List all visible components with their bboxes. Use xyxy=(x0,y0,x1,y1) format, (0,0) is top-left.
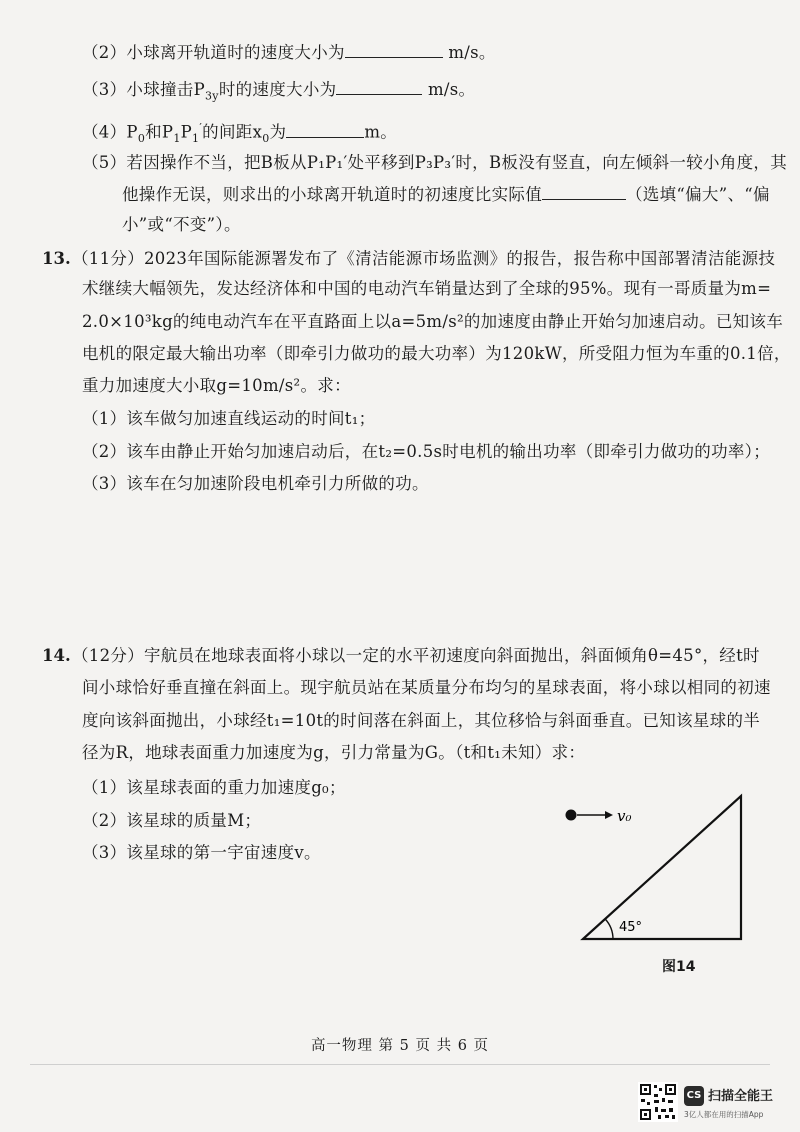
q12-part4-p: （4）P xyxy=(82,122,138,142)
q13-line3: 2.0×10³kg的纯电动汽车在平直路面上以a=5m/s²的加速度由静止开始匀加速启动。已知该车 xyxy=(82,312,784,331)
scanner-watermark xyxy=(638,1082,796,1124)
q12-part3-text: （3）小球撞击P xyxy=(82,80,205,99)
q12-part5-line1: （5）若因操作不当，把B板从P₁P₁′处平移到P₃P₃′时，B板没有竖直，向左倾斜一较小角度，其 xyxy=(82,153,788,172)
q12-part2-text: （2）小球离开轨道时的速度大小为 xyxy=(82,43,345,62)
q12-part5-text: 他操作无误，则求出的小球离开轨道时的初速度比实际值 xyxy=(122,185,542,204)
q14-line3: 度向该斜面抛出，小球经t₁=10t的时间落在斜面上，其位移恰与斜面垂直。已知该星球的半 xyxy=(82,711,761,730)
page-footer: 高一物理 第 5 页 共 6 页 xyxy=(310,1038,490,1054)
q12-part4-sub1: 1 xyxy=(173,131,181,145)
q12-part3-text2: 时的速度大小为 xyxy=(218,80,337,99)
arrow-head-icon xyxy=(605,811,613,819)
q14-line4: 径为R，地球表面重力加速度为g，引力常量为G。（t和t₁未知）求： xyxy=(82,743,586,762)
q13-number: 13. xyxy=(42,249,71,268)
answer-blank xyxy=(336,80,422,95)
q12-part5-line3: 小”或“不变”）。 xyxy=(122,215,241,234)
angle-label: 45° xyxy=(619,920,643,935)
q12-part4-prime: ′ xyxy=(199,121,203,134)
camscanner-tagline: 3亿人都在用的扫描App xyxy=(684,1110,764,1119)
camscanner-logo: CS xyxy=(684,1086,704,1106)
q12-part5-line2 xyxy=(122,184,770,206)
velocity-label: v₀ xyxy=(617,807,632,825)
footer-divider xyxy=(30,1064,770,1065)
q12-part4-sub-x0: 0 xyxy=(262,131,270,145)
q12-part4-wei: 为 xyxy=(269,122,287,142)
q13-line1: （11分）2023年国际能源署发布了《清洁能源市场监测》的报告，报告称中国部署清洁能源技 xyxy=(72,249,776,268)
q12-part4 xyxy=(82,117,397,150)
q14-subq1: （1）该星球表面的重力加速度g₀； xyxy=(82,778,346,797)
q12-part3-unit: m/s。 xyxy=(427,80,476,99)
incline-figure xyxy=(555,790,785,980)
q12-part2-unit: m/s。 xyxy=(448,43,496,62)
q12-part4-text: 的间距x xyxy=(202,122,263,142)
q12-part4-p1: P xyxy=(180,122,193,142)
q13-subq3: （3）该车在匀加速阶段电机牵引力所做的功。 xyxy=(82,474,429,493)
camscanner-app-name: 扫描全能王 xyxy=(708,1089,774,1104)
answer-blank xyxy=(286,123,364,138)
figure-caption: 图14 xyxy=(662,959,696,975)
q12-part4-sub0: 0 xyxy=(137,131,146,145)
q12-part4-unit: m。 xyxy=(364,122,398,142)
answer-blank xyxy=(542,185,626,200)
qr-code-icon xyxy=(638,1082,678,1122)
q14-line1: （12分）宇航员在地球表面将小球以一定的水平初速度向斜面抛出，斜面倾角θ=45°，经t时 xyxy=(72,646,760,665)
q13-subq1: （1）该车做匀加速直线运动的时间t₁； xyxy=(82,409,376,428)
q13-line5: 重力加速度大小取g=10m/s²。求： xyxy=(82,376,351,395)
q13-line2: 术继续大幅领先，发达经济体和中国的电动汽车销量达到了全球的95%。现有一哥质量为m= xyxy=(82,279,772,298)
q12-part3-subscript: 3y xyxy=(205,89,219,103)
q12-part4-and-p: 和P xyxy=(145,122,174,142)
q14-subq2: （2）该星球的质量M； xyxy=(82,811,262,830)
q12-part4-sub1b: 1 xyxy=(192,131,200,145)
q12-part2 xyxy=(82,42,496,64)
q13-subq2: （2）该车由静止开始匀加速启动后，在t₂=0.5s时电机的输出功率（即牵引力做功的功率）； xyxy=(82,442,771,461)
ball-icon xyxy=(566,810,577,821)
q14-number: 14. xyxy=(42,646,71,665)
q12-part3 xyxy=(82,79,475,107)
q12-part5-options: （选填“偏大”、“偏 xyxy=(626,185,770,204)
angle-arc xyxy=(605,919,613,939)
q14-line2: 间小球恰好垂直撞在斜面上。现宇航员站在某质量分布均匀的星球表面，将小球以相同的初速 xyxy=(82,678,771,697)
q14-subq3: （3）该星球的第一宇宙速度v。 xyxy=(82,843,321,862)
answer-blank xyxy=(345,43,443,58)
q13-line4: 电机的限定最大输出功率（即牵引力做功的最大功率）为120kW，所受阻力恒为车重的0.1倍， xyxy=(82,344,791,363)
